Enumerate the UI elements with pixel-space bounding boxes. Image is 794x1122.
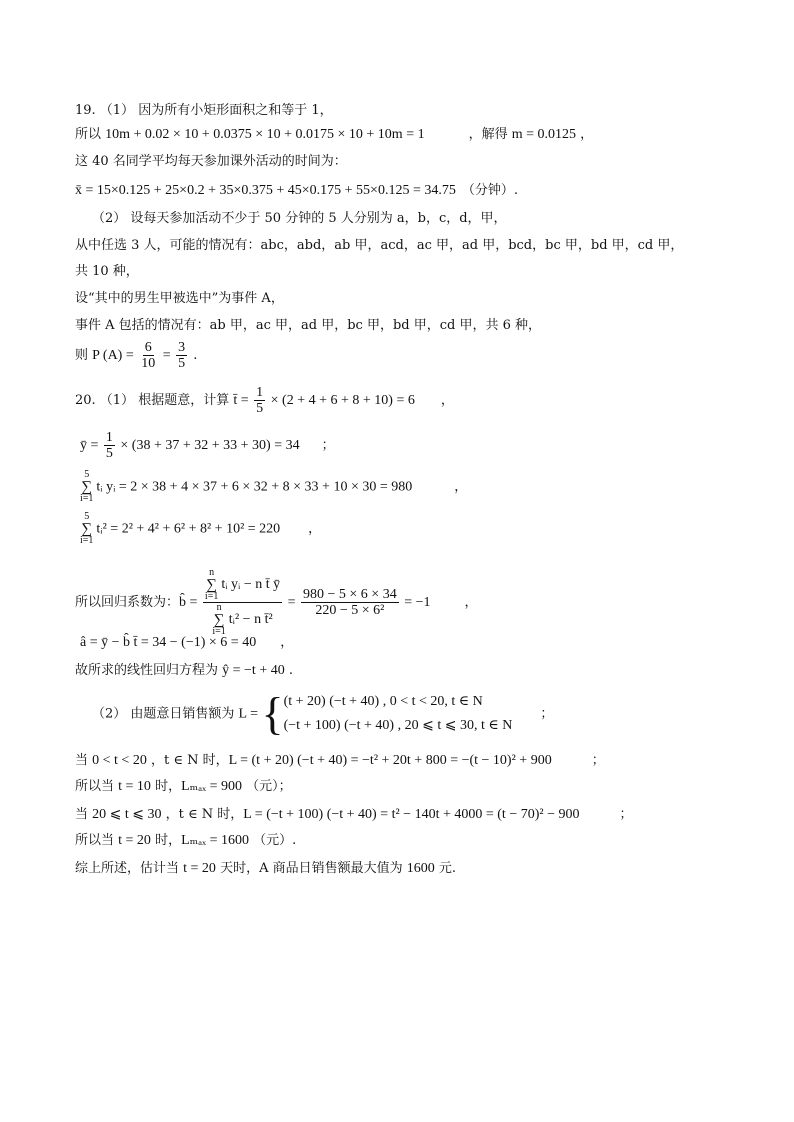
q20-text: （元）； <box>242 779 292 794</box>
q19-text: ，解得 <box>468 127 512 142</box>
q19-line-8 <box>75 290 284 308</box>
sum-lower-limit: i=1 <box>212 626 226 637</box>
left-brace: { <box>261 688 284 739</box>
sum-lower-limit: i=1 <box>80 493 94 504</box>
equation: P (A) = <box>92 348 138 363</box>
q19-text: 事件 A 包括的情况有：ab 甲，ac 甲，ad 甲，bc 甲，bd 甲，cd 甲，共 6 种， <box>75 318 542 333</box>
q20-text: 所以回归系数为： <box>75 595 180 610</box>
q20-line-1 <box>75 385 454 416</box>
fraction-denominator: 5 <box>256 401 264 416</box>
equation: 0 < t < 20 <box>92 753 147 768</box>
case-1: (t + 20) (−t + 40) , 0 < t < 20, t ∈ N <box>283 694 483 709</box>
fraction-denominator <box>210 603 274 637</box>
equation: ŷ = −t + 40 <box>222 663 285 678</box>
q20-line-8 <box>92 690 553 738</box>
q20-line-6 <box>80 634 293 652</box>
sum-upper-limit: 5 <box>84 511 90 522</box>
numerator-expression: tᵢ yᵢ − n t̄ ȳ <box>221 577 281 593</box>
q20-text: ； <box>591 753 605 768</box>
equation: tᵢ yᵢ = 2 × 38 + 4 × 37 + 6 × 32 + 8 × 33 + 10 × 30 = 980 <box>96 479 413 495</box>
equation: t̄ = <box>233 393 253 408</box>
q19-text: （分钟）. <box>461 183 518 198</box>
equation: t = 20 <box>183 861 216 876</box>
equation: b̂ = <box>179 595 201 610</box>
equation: 20 ⩽ t ⩽ 30 <box>92 807 162 822</box>
q19-line-4 <box>75 182 518 200</box>
q20-line-12 <box>75 832 296 850</box>
equation: L = (−t + 100) (−t + 40) = t² − 140t + 4000 = (t − 70)² − 900 <box>243 807 580 822</box>
fraction <box>301 587 399 618</box>
equation: × (2 + 4 + 6 + 8 + 10) = 6 <box>267 393 415 408</box>
q19-line-9 <box>75 317 541 335</box>
equation: L = <box>238 706 262 722</box>
q20-text: ， <box>454 479 468 495</box>
sum-lower-limit: i=1 <box>80 535 94 546</box>
q19-text: . <box>189 348 198 363</box>
equation: t = 20 <box>118 833 151 848</box>
q20-text: ； <box>321 438 335 453</box>
equation: x̄ = 15×0.125 + 25×0.2 + 35×0.375 + 45×0.175 + 55×0.125 = 34.75 <box>75 183 456 198</box>
q20-line-3 <box>80 470 467 504</box>
q19-text: 共 10 种， <box>75 264 139 279</box>
fraction-denominator: 10 <box>141 356 156 371</box>
q20-text: ， <box>440 393 454 408</box>
denominator-expression: tᵢ² − n t̄² <box>228 612 273 628</box>
case-2: (−t + 100) (−t + 40) , 20 ⩽ t ⩽ 30, t ∈ N <box>283 718 513 733</box>
sum-lower-limit: i=1 <box>204 591 219 602</box>
q20-text: 所以当 <box>75 779 119 794</box>
fraction-numerator <box>203 568 282 603</box>
summation-sign: n ∑ i=1 <box>212 602 226 637</box>
q19-line-2 <box>75 126 593 144</box>
equation: t = 10 <box>118 779 151 794</box>
q20-text: 时， <box>150 779 182 794</box>
q20-text: 天时，A 商品日销售额最大值为 <box>215 861 407 876</box>
fraction-numerator: 980 − 5 × 6 × 34 <box>303 587 397 602</box>
q20-line-2 <box>80 430 335 461</box>
q20-text: 故所求的线性回归方程为 <box>75 663 223 678</box>
summation-sign: 5 ∑ i=1 <box>80 469 94 504</box>
equation: tᵢ² = 2² + 4² + 6² + 8² + 10² = 220 <box>96 521 281 537</box>
q20-text: ； <box>619 807 633 822</box>
fraction <box>176 340 187 371</box>
q19-line-6 <box>75 237 683 255</box>
piecewise-cases <box>284 690 513 738</box>
sum-upper-limit: 5 <box>84 469 90 480</box>
fraction-denominator: 220 − 5 × 6² <box>315 603 385 618</box>
fraction-denominator: 5 <box>178 356 186 371</box>
q20-line-11 <box>75 806 632 824</box>
q20-text: ，t ∈ N 时， <box>146 753 229 768</box>
q20-text: ， <box>464 595 478 610</box>
fraction-denominator: 5 <box>105 446 113 461</box>
q20-text: 所以当 <box>75 833 119 848</box>
q20-text: ，t ∈ N 时， <box>161 807 244 822</box>
equation: Lₘₐₓ = 1600 <box>181 833 249 848</box>
q20-text: . <box>284 663 293 678</box>
fraction <box>139 340 157 371</box>
q19-line-1 <box>75 102 333 120</box>
fraction-numerator: 3 <box>178 340 186 355</box>
equation: ȳ = <box>80 438 102 453</box>
q19-text: 这 40 名同学平均每天参加课外活动的时间为： <box>75 154 347 169</box>
q20-line-7 <box>75 662 293 680</box>
q20-line-5 <box>75 568 478 637</box>
q19-line-7 <box>75 263 139 281</box>
q19-text: 设“其中的男生甲被选中”为事件 A， <box>75 291 284 306</box>
q20-line-10 <box>75 778 292 796</box>
q19-text: 所以 <box>75 127 106 142</box>
q20-line-9 <box>75 752 605 770</box>
equation: â = ȳ − b̂ t̄ = 34 − (−1) × 6 = 40 <box>80 635 257 650</box>
q20-text: 当 <box>75 753 93 768</box>
equation: = −1 <box>400 595 431 610</box>
q19-line-3 <box>75 153 347 171</box>
equation: × (38 + 37 + 32 + 33 + 30) = 34 <box>116 438 300 453</box>
equation: 1600 <box>406 861 435 876</box>
equation: 10m + 0.02 × 10 + 0.0375 × 10 + 0.0175 × 10 + 10m = 1 <box>105 127 425 142</box>
q19-text: ， <box>576 127 594 142</box>
q20-text: 20. （1） 根据题意，计算 <box>75 393 234 408</box>
q20-text: （2） 由题意日销售额为 <box>92 706 239 722</box>
q20-text: 时， <box>150 833 182 848</box>
q19-text: 则 <box>75 348 93 363</box>
q20-text: 元. <box>434 861 456 876</box>
q19-text: （2） 设每天参加活动不少于 50 分钟的 5 人分别为 a，b，c，d，甲， <box>92 211 507 226</box>
q20-text: 综上所述，估计当 <box>75 861 184 876</box>
q20-text: ， <box>280 635 294 650</box>
q20-line-13 <box>75 860 456 878</box>
equation: = <box>284 595 300 610</box>
sum-upper-limit: n <box>216 602 222 613</box>
equation: = <box>159 348 175 363</box>
q19-line-5 <box>92 210 507 228</box>
q20-text: （元）. <box>249 833 297 848</box>
q19-text: 19. （1） 因为所有小矩形面积之和等于 1， <box>75 103 333 118</box>
fraction-numerator: 6 <box>144 340 152 355</box>
q20-text: ； <box>540 706 554 722</box>
summation-sign: 5 ∑ i=1 <box>80 511 94 546</box>
q20-text: 当 <box>75 807 93 822</box>
fraction <box>203 568 282 637</box>
q20-text: ， <box>308 521 322 537</box>
fraction <box>254 385 265 416</box>
summation-sign: n ∑ i=1 <box>204 567 219 602</box>
q19-text: 从中任选 3 人，可能的情况有：abc，abd，ab 甲，acd，ac 甲，ad 甲，bcd，bc 甲，bd 甲，cd 甲， <box>75 238 684 253</box>
sum-upper-limit: n <box>209 567 215 578</box>
fraction-numerator: 1 <box>256 385 264 400</box>
equation: m = 0.0125 <box>511 127 577 142</box>
q19-line-10 <box>75 340 197 371</box>
fraction-numerator: 1 <box>105 430 113 445</box>
q20-line-4 <box>80 512 321 546</box>
equation: Lₘₐₓ = 900 <box>181 779 242 794</box>
equation: L = (t + 20) (−t + 40) = −t² + 20t + 800 = −(t − 10)² + 900 <box>228 753 552 768</box>
fraction <box>104 430 115 461</box>
